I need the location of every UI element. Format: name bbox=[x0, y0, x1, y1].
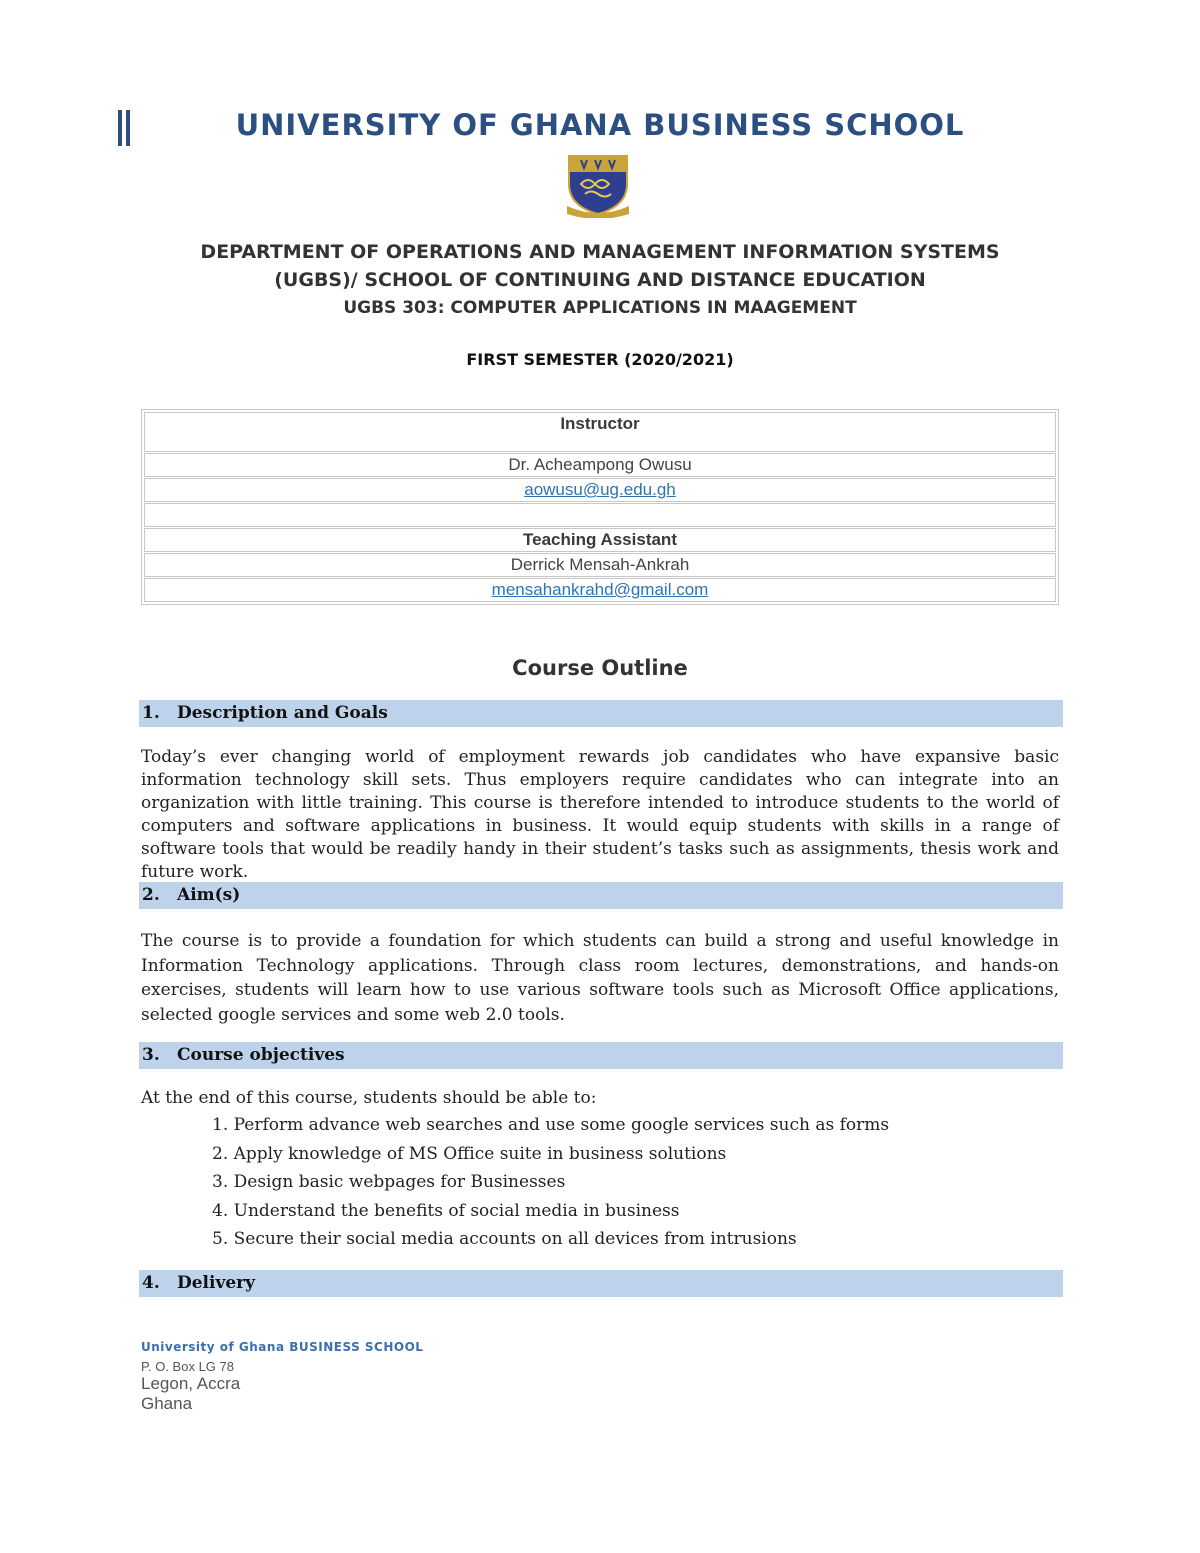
instructor-email-link[interactable]: aowusu@ug.edu.gh bbox=[524, 480, 676, 499]
section-number: 2. bbox=[142, 885, 160, 905]
section-objectives-header bbox=[139, 1042, 1063, 1069]
section-number: 3. bbox=[142, 1045, 160, 1065]
objectives-list bbox=[212, 1113, 889, 1256]
ta-email-cell bbox=[144, 578, 1056, 602]
footer-po-box: P. O. Box LG 78 bbox=[141, 1359, 234, 1374]
ta-email-link[interactable]: mensahankrahd@gmail.com bbox=[491, 580, 709, 599]
list-item: 4. Understand the benefits of social media in business bbox=[212, 1200, 680, 1221]
list-item: 1. Perform advance web searches and use some google services such as forms bbox=[212, 1115, 890, 1135]
course-outline-title: Course Outline bbox=[512, 656, 688, 680]
section-title: Course objectives bbox=[177, 1045, 345, 1065]
instructor-name: Dr. Acheampong Owusu bbox=[144, 453, 1056, 477]
section-aims-header bbox=[139, 882, 1063, 909]
ta-name: Derrick Mensah-Ankrah bbox=[144, 553, 1056, 577]
footer-country: Ghana bbox=[141, 1394, 193, 1413]
course-title: UGBS 303: COMPUTER APPLICATIONS IN MAAGEMENT bbox=[343, 298, 857, 318]
list-item: 3. Design basic webpages for Businesses bbox=[212, 1172, 566, 1192]
department-line-1: DEPARTMENT OF OPERATIONS AND MANAGEMENT INFORMATION SYSTEMS bbox=[200, 241, 1000, 263]
university-title: UNIVERSITY OF GHANA BUSINESS SCHOOL bbox=[235, 108, 965, 142]
staff-table bbox=[141, 409, 1059, 605]
instructor-email-cell bbox=[144, 478, 1056, 502]
section-title: Aim(s) bbox=[177, 885, 241, 905]
aims-paragraph: The course is to provide a foundation for which students can build a strong and useful knowledge in Information Technology applications. Through class room lectures, demonstrations, and hands-on exercises, students will learn how to use various software tools such as Microsoft Office applications, selected google services and some web 2.0 tools. bbox=[141, 931, 1059, 1025]
footer-address bbox=[141, 1340, 423, 1414]
footer-city: Legon, Accra bbox=[141, 1374, 241, 1393]
list-item: 5. Secure their social media accounts on all devices from intrusions bbox=[212, 1229, 797, 1249]
section-number: 1. bbox=[142, 703, 160, 723]
section-number: 4. bbox=[142, 1273, 160, 1293]
semester-label: FIRST SEMESTER (2020/2021) bbox=[466, 350, 734, 369]
department-line-2: (UGBS)/ SCHOOL OF CONTINUING AND DISTANCE EDUCATION bbox=[274, 269, 926, 291]
section-title: Delivery bbox=[177, 1273, 256, 1293]
footer-school: University of Ghana BUSINESS SCHOOL bbox=[141, 1340, 424, 1354]
university-crest bbox=[563, 154, 633, 218]
description-paragraph: Today’s ever changing world of employment rewards job candidates who have expansive basic information technology skill sets. Thus employers require candidates who can integrate into an organization with little training. This course is therefore intended to introduce students to the world of computers and software applications in business. It would equip students with skills in a range of software tools that would be readily handy in their student’s tasks such as assignments, thesis work and future work. bbox=[141, 747, 1059, 882]
list-item: 2. Apply knowledge of MS Office suite in business solutions bbox=[212, 1143, 727, 1164]
section-description-header bbox=[139, 700, 1063, 727]
ta-label: Teaching Assistant bbox=[144, 528, 1056, 552]
objectives-intro: At the end of this course, students should be able to: bbox=[141, 1088, 597, 1108]
section-delivery-header bbox=[139, 1270, 1063, 1297]
empty-row bbox=[144, 503, 1056, 527]
instructor-label: Instructor bbox=[144, 412, 1056, 452]
section-title: Description and Goals bbox=[177, 703, 388, 723]
